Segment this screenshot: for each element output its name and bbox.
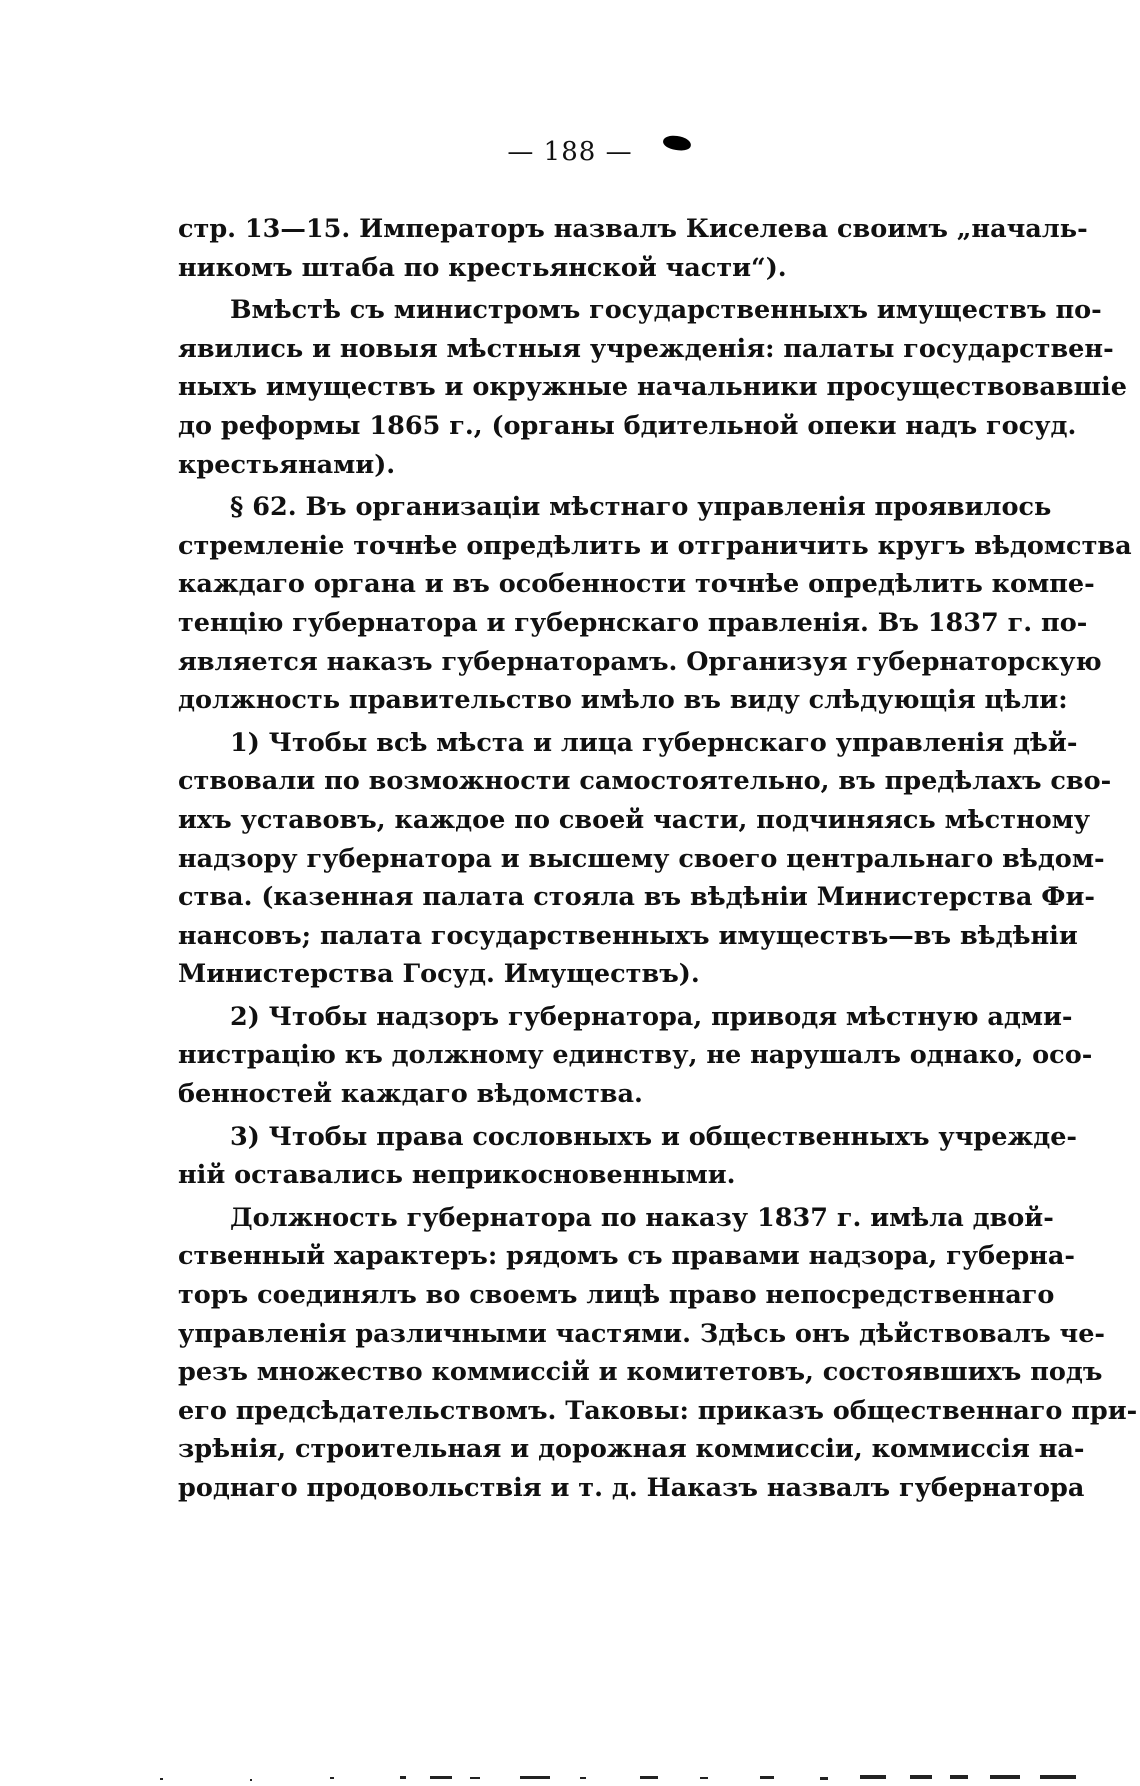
text-line: ныхъ имуществъ и окружные начальники просуществовавшіе bbox=[178, 372, 1127, 403]
text-line: ствовали по возможности самостоятельно, въ предѣлахъ сво- bbox=[178, 766, 1112, 797]
text-line: бенностей каждаго вѣдомства. bbox=[178, 1079, 643, 1110]
text-line: стр. 13—15. Императоръ назвалъ Киселева своимъ „началь- bbox=[178, 214, 1088, 244]
text-line: ственный характеръ: рядомъ съ правами надзора, губерна- bbox=[178, 1241, 1075, 1272]
text-line: надзору губернатора и высшему своего центральнаго вѣдом- bbox=[178, 843, 1105, 874]
scan-noise bbox=[0, 1770, 1140, 1786]
text-line: тенцію губернатора и губернскаго правленія. Въ 1837 г. по- bbox=[178, 607, 1088, 638]
text-line: ства. (казенная палата стояла въ вѣдѣніи Министерства Фи- bbox=[178, 882, 1095, 913]
text-line: Министерства Госуд. Имуществъ). bbox=[178, 959, 700, 990]
text-line: до реформы 1865 г., (органы бдительной опеки надъ госуд. bbox=[178, 410, 1077, 441]
text-line: каждаго органа и въ особенности точнѣе опредѣлить компе- bbox=[178, 569, 1095, 600]
text-line: § 62. Въ организаціи мѣстнаго управленія проявилось bbox=[230, 492, 1052, 523]
text-line: стремленіе точнѣе опредѣлить и отграничить кругъ вѣдомства bbox=[178, 530, 1132, 561]
text-line: торъ соединялъ во своемъ лицѣ право непосредственнаго bbox=[178, 1280, 1055, 1311]
text-line: его предсѣдательствомъ. Таковы: приказъ общественнаго при- bbox=[178, 1395, 1138, 1426]
text-line: никомъ штаба по крестьянской части“). bbox=[178, 252, 787, 283]
text-line: резъ множество коммиссій и комитетовъ, состоявшихъ подъ bbox=[178, 1357, 1103, 1388]
text-line: крестьянами). bbox=[178, 449, 396, 480]
paragraph bbox=[178, 291, 1127, 484]
text-line: ихъ уставовъ, каждое по своей части, подчиняясь мѣстному bbox=[178, 804, 1091, 835]
text-line: роднаго продовольствія и т. д. Наказъ назвалъ губернатора bbox=[178, 1473, 1085, 1503]
paragraph bbox=[178, 1199, 1138, 1508]
paragraph bbox=[178, 998, 1093, 1114]
paragraph bbox=[178, 1118, 1078, 1195]
page-number: — 188 — bbox=[507, 137, 633, 167]
text-line: должность правительство имѣло въ виду слѣдующія цѣли: bbox=[178, 685, 1068, 716]
text-line: является наказъ губернаторамъ. Организуя губернаторскую bbox=[178, 646, 1102, 677]
text-line: явились и новыя мѣстныя учрежденія: палаты государствен- bbox=[178, 333, 1114, 364]
text-line: нансовъ; палата государственныхъ имуществъ—въ вѣдѣніи bbox=[178, 920, 1078, 951]
text-line: нистрацію къ должному единству, не нарушалъ однако, осо- bbox=[178, 1040, 1093, 1071]
paragraph bbox=[178, 724, 1112, 994]
paragraph bbox=[178, 210, 1088, 287]
text-line: зрѣнія, строительная и дорожная коммиссіи, коммиссія на- bbox=[178, 1434, 1085, 1465]
text-line: 3) Чтобы права сословныхъ и общественныхъ учрежде- bbox=[230, 1121, 1078, 1152]
body-text bbox=[178, 210, 1138, 1508]
text-line: Вмѣстѣ съ министромъ государственныхъ имуществъ по- bbox=[230, 295, 1102, 326]
text-line: Должность губернатора по наказу 1837 г. имѣла двой- bbox=[230, 1202, 1054, 1233]
text-line: управленія различными частями. Здѣсь онъ дѣйствовалъ че- bbox=[178, 1318, 1106, 1349]
paragraph bbox=[178, 488, 1132, 720]
text-line: 2) Чтобы надзоръ губернатора, приводя мѣстную адми- bbox=[230, 1001, 1073, 1032]
text-line: 1) Чтобы всѣ мѣста и лица губернскаго управленія дѣй- bbox=[230, 727, 1078, 758]
text-line: ній оставались неприкосновенными. bbox=[178, 1160, 736, 1191]
